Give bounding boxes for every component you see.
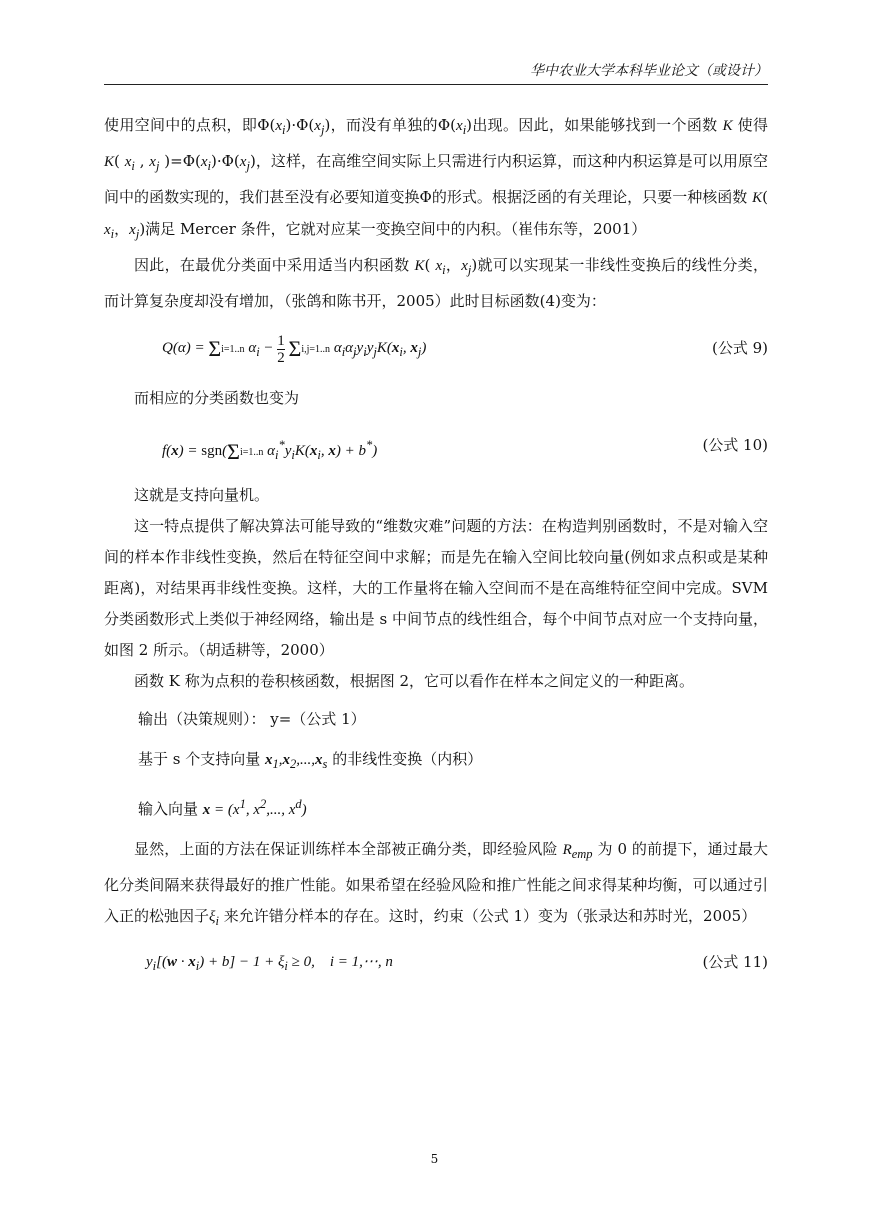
- paragraph-kernel-distance: 函数 K 称为点积的卷积核函数，根据图 2，它可以看作在样本之间定义的一种距离。: [134, 672, 695, 690]
- running-header: 华中农业大学本科毕业论文（或设计）: [530, 63, 768, 79]
- page-number: 5: [430, 1152, 439, 1166]
- header-divider: [104, 84, 768, 85]
- equation-11-number: (公式 11): [702, 953, 768, 971]
- list-item-support-vectors: 基于 s 个支持向量 $x_1,x_2,...,x_s$ 的非线性变换（内积）: [138, 750, 483, 771]
- equation-9-number: (公式 9): [711, 339, 768, 357]
- paragraph-kernel-intro: 使用空间中的点积，即$\Phi(x_i)\cdot\Phi(x_j)$，而没有单独的$\Phi(x_i)$出现。因此，如果能够找到一个函数 K 使得 K( $x_i$ , $x_j$ )$=\Phi(x_i)\cdot\Phi(x_j)$，这样，在高维空间实际上只需进行内积运算，而这种内积运算是可以用原空间中的函数实现的，我们甚至没有必要知道变换Φ的形式。根据泛函的有关理论，只要一种核函数 K( $x_i$，$x_j$)满足 Mercer 条件，它就对应某一变换空间中的内积。（崔伟东等，2001）: [104, 116, 768, 241]
- paragraph-dimension-curse: 这一特点提供了解决算法可能导致的“维数灾难”问题的方法：在构造判别函数时，不是对输入空间的样本作非线性变换，然后在特征空间中求解；而是先在输入空间比较向量(例如求点积或是某种距离)，对结果再非线性变换。这样，大的工作量将在输入空间而不是在高维特征空间中完成。SVM 分类函数形式上类似于神经网络，输出是 s 中间节点的线性组合，每个中间节点对应一个支持向量，如图 2 所示。（胡适耕等，2000）: [104, 517, 768, 659]
- page-body: [104, 110, 768, 989]
- equation-9: [104, 321, 768, 379]
- equation-11: [104, 941, 768, 985]
- equation-10: [104, 418, 768, 476]
- paragraph-optimal-plane: 因此，在最优分类面中采用适当内积函数 K( $x_i$，$x_j$)就可以实现某一非线性变换后的线性分类，而计算复杂度却没有增加，（张鸽和陈书开，2005）此时目标函数(4)变为：: [104, 256, 768, 310]
- equation-10-formula: f(x) = sgn(Σi=1..n $\alpha_i^*y_iK(x_i$, x) + b*): [162, 438, 378, 464]
- paragraph-svm: 这就是支持向量机。: [134, 486, 270, 504]
- paragraph-slack: 显然，上面的方法在保证训练样本全部被正确分类，即经验风险 $R_{emp}$ 为 0 的前提下，通过最大化分类间隔来获得最好的推广性能。如果希望在经验风险和推广性能之间求得某种均衡，可以通过引入正的松弛因子$\xi_i$ 来允许错分样本的存在。这时，约束（公式 1）变为（张录达和苏时光，2005）: [104, 840, 768, 928]
- paragraph-classifier: 而相应的分类函数也变为: [134, 389, 300, 407]
- equation-11-formula: $y_i[(w \cdot x_i) + b] - 1 + \xi_i \ge 0$, i = 1,⋯, n: [146, 954, 393, 973]
- equation-9-formula: Q(α) = Σi=1..n $\alpha_i$ − $\frac{1}{2}$ Σi,j=1..n $\alpha_i\alpha_jy_iy_jK(x_i$, $x_j$): [162, 333, 427, 366]
- list-item-input-vector: 输入向量 $x = (x^1$, $x^2$,..., $x^d$): [138, 797, 307, 818]
- list-item-output: 输出（决策规则）： y=（公式 1）: [138, 710, 366, 728]
- equation-10-number: (公式 10): [702, 436, 768, 454]
